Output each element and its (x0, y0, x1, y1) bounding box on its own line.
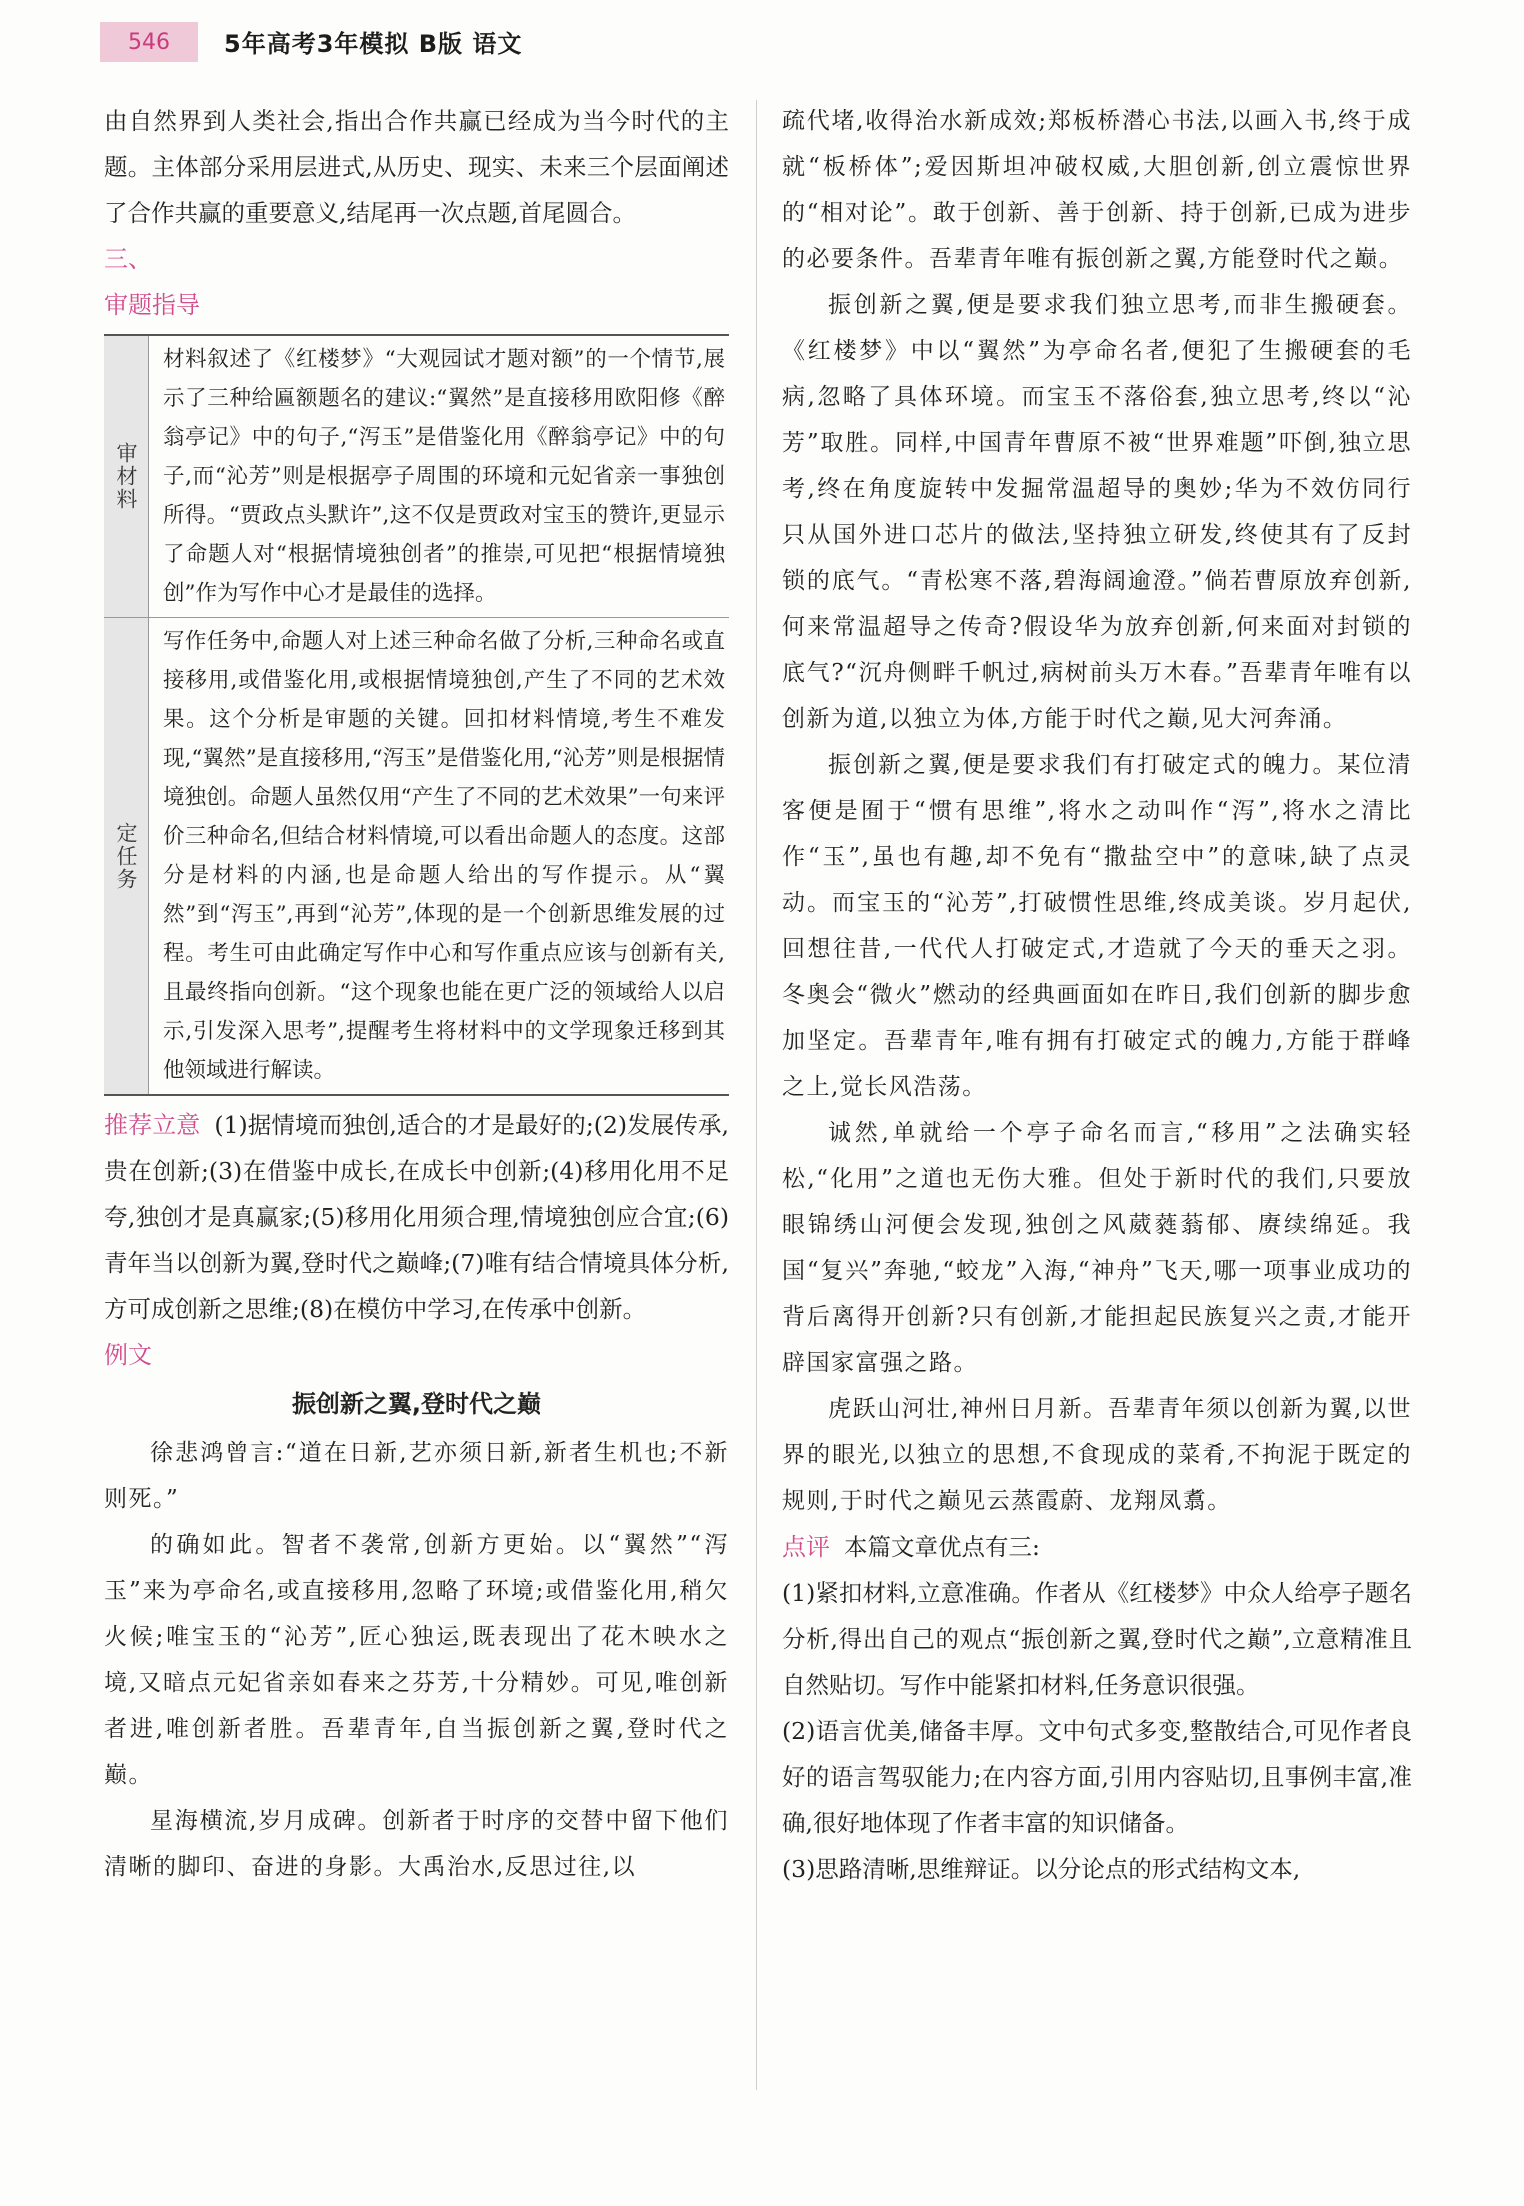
comment-head: 点评 (782, 1533, 830, 1561)
recommend-head: 推荐立意 (104, 1111, 201, 1139)
analysis-table (104, 334, 729, 1096)
example-head: 例文 (104, 1341, 152, 1369)
page-header (0, 0, 1524, 80)
book-title: 5年高考3年模拟 B版 语文 (224, 30, 523, 58)
recommend-paragraph (104, 1102, 729, 1332)
row-content-task: 写作任务中,命题人对上述三种命名做了分析,三种命名或直接移用,或借鉴化用,或根据情境独创,产生了不同的艺术效果。这个分析是审题的关键。回扣材料情境,考生不难发现,“翼然”是直接移用,“泻玉”是借鉴化用,“沁芳”则是根据情境独创。命题人虽然仅用“产生了不同的艺术效果”一句来评价三种命名,但结合材料情境,可以看出命题人的态度。这部分是材料的内涵,也是命题人给出的写作提示。从“翼然”到“泻玉”,再到“沁芳”,体现的是一个创新思维发展的过程。考生可由此确定写作中心和写作重点应该与创新有关,且最终指向创新。“这个现象也能在更广泛的领域给人以启示,引发深入思考”,提醒考生将材料中的文学现象迁移到其他领域进行解读。 (163, 629, 725, 1083)
recommend-text: (1)据情境而独创,适合的才是最好的;(2)发展传承,贵在创新;(3)在借鉴中成长,在成长中创新;(4)移用化用不足夸,独创才是真赢家;(5)移用化用须合理,情境独创应合宜;(6)青年当以创新为翼,登时代之巅峰;(7)唯有结合情境具体分析,方可成创新之思维;(8)在模仿中学习,在传承中创新。 (104, 1111, 730, 1323)
left-column (104, 98, 729, 1890)
table-row (104, 335, 729, 618)
section-number: 三、 (104, 245, 152, 273)
comment-intro (782, 1524, 1412, 1570)
comment-point: (3)思路清晰,思维辩证。以分论点的形式结构文本, (782, 1855, 1301, 1883)
essay-paragraph: 徐悲鸿曾言:“道在日新,艺亦须日新,新者生机也;不新则死。” (104, 1440, 729, 1512)
page-number: 546 (100, 22, 198, 62)
comment-point: (1)紧扣材料,立意准确。作者从《红楼梦》中众人给亭子题名分析,得出自己的观点“振创新之翼,登时代之巅”,立意精准且自然贴切。写作中能紧扣材料,任务意识很强。 (782, 1579, 1412, 1699)
essay-paragraph: 振创新之翼,便是要求我们有打破定式的魄力。某位清客便是囿于“惯有思维”,将水之动叫作“泻”,将水之清比作“玉”,虽也有趣,却不免有“撒盐空中”的意味,缺了点灵动。而宝玉的“沁芳”,打破惯性思维,终成美谈。岁月起伏,回想往昔,一代代人打破定式,才造就了今天的垂天之羽。冬奥会“微火”燃动的经典画面如在昨日,我们创新的脚步愈加坚定。吾辈青年,唯有拥有打破定式的魄力,方能于群峰之上,觉长风浩荡。 (782, 752, 1412, 1100)
row-label-task: 定任务 (104, 618, 149, 1096)
essay-paragraph: 诚然,单就给一个亭子命名而言,“移用”之法确实轻松,“化用”之道也无伤大雅。但处于新时代的我们,只要放眼锦绣山河便会发现,独创之风葳蕤蓊郁、赓续绵延。我国“复兴”奔驰,“蛟龙”入海,“神舟”飞天,哪一项事业成功的背后离得开创新?只有创新,才能担起民族复兴之责,才能开辟国家富强之路。 (782, 1120, 1412, 1376)
comment-point: (2)语言优美,储备丰厚。文中句式多变,整散结合,可见作者良好的语言驾驭能力;在内容方面,引用内容贴切,且事例丰富,准确,很好地体现了作者丰富的知识储备。 (782, 1717, 1412, 1837)
essay-title: 振创新之翼,登时代之巅 (291, 1390, 542, 1418)
intro-paragraph: 由自然界到人类社会,指出合作共赢已经成为当今时代的主题。主体部分采用层进式,从历史、现实、未来三个层面阐述了合作共赢的重要意义,结尾再一次点题,首尾圆合。 (104, 107, 729, 227)
essay-paragraph: 疏代堵,收得治水新成效;郑板桥潜心书法,以画入书,终于成就“板桥体”;爱因斯坦冲破权威,大胆创新,创立震惊世界的“相对论”。敢于创新、善于创新、持于创新,已成为进步的必要条件。吾辈青年唯有振创新之翼,方能登时代之巅。 (782, 108, 1412, 272)
right-column (782, 98, 1412, 1892)
comment-intro-text: 本篇文章优点有三: (844, 1533, 1040, 1561)
table-row (104, 618, 729, 1096)
essay-paragraph: 虎跃山河壮,神州日月新。吾辈青年须以创新为翼,以世界的眼光,以独立的思想,不食现成的菜肴,不拘泥于既定的规则,于时代之巅见云蒸霞蔚、龙翔凤翥。 (782, 1396, 1412, 1514)
row-label-material: 审材料 (104, 335, 149, 618)
column-divider (756, 100, 757, 2090)
essay-paragraph: 的确如此。智者不袭常,创新方更始。以“翼然”“泻玉”来为亭命名,或直接移用,忽略了环境;或借鉴化用,稍欠火候;唯宝玉的“沁芳”,匠心独运,既表现出了花木映水之境,又暗点元妃省亲如春来之芬芳,十分精妙。可见,唯创新者进,唯创新者胜。吾辈青年,自当振创新之翼,登时代之巅。 (104, 1532, 729, 1788)
essay-paragraph: 星海横流,岁月成碑。创新者于时序的交替中留下他们清晰的脚印、奋进的身影。大禹治水,反思过往,以 (104, 1808, 729, 1880)
row-content-material: 材料叙述了《红楼梦》“大观园试才题对额”的一个情节,展示了三种给匾额题名的建议:“翼然”是直接移用欧阳修《醉翁亭记》中的句子,“泻玉”是借鉴化用《醉翁亭记》中的句子,而“沁芳”则是根据亭子周围的环境和元妃省亲一事独创所得。“贾政点头默许”,这不仅是贾政对宝玉的赞许,更显示了命题人对“根据情境独创者”的推崇,可见把“根据情境独创”作为写作中心才是最佳的选择。 (149, 335, 730, 618)
essay-paragraph: 振创新之翼,便是要求我们独立思考,而非生搬硬套。《红楼梦》中以“翼然”为亭命名者,便犯了生搬硬套的毛病,忽略了具体环境。而宝玉不落俗套,独立思考,终以“沁芳”取胜。同样,中国青年曹原不被“世界难题”吓倒,独立思考,终在角度旋转中发掘常温超导的奥妙;华为不效仿同行只从国外进口芯片的做法,坚持独立研发,终使其有了反封锁的底气。“青松寒不落,碧海阔逾澄。”倘若曹原放弃创新,何来常温超导之传奇?假设华为放弃创新,何来面对封锁的底气?“沉舟侧畔千帆过,病树前头万木春。”吾辈青年唯有以创新为道,以独立为体,方能于时代之巅,见大河奔涌。 (782, 292, 1412, 732)
section-title: 审题指导 (104, 291, 200, 319)
